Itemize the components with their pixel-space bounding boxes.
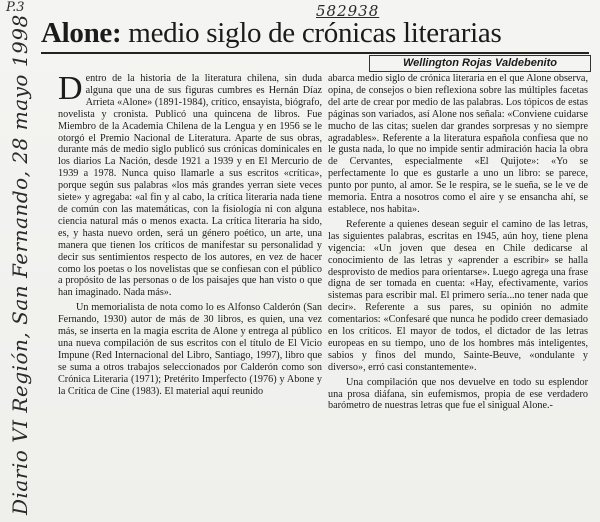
title-bold-part: Alone: — [41, 17, 122, 49]
article-title — [41, 16, 501, 50]
article-column-right — [328, 73, 588, 412]
paragraph: Una compilación que nos devuelve en todo su esplendor una prosa diáfana, sin eufemismos, propia de ese verdadero barómetro de nuestras letras que fue el sinigual Alone.- — [328, 376, 588, 412]
author-byline: Wellington Rojas Valdebenito — [369, 55, 591, 72]
handwritten-page-mark: P.3 — [6, 0, 25, 15]
paragraph-text: entro de la historia de la literatura chilena, sin duda alguna que una de sus figuras cumbres es Hernán Díaz Arrieta «Alone» (1891-1984), crítico, ensayista, biógrafo, novelista y cronista. Publicó una quincena de libros. Fue Miembro de la Academia Chilena de la Lengua y en 1956 se le otorgó el Premio Nacional de Literatura. Aparte de sus obras, durante más de medio siglo publicó sus crónicas dominicales en los diarios La Nación, desde 1921 a 1939 y en El Mercurio de 1939 a 1978. Nunca quiso llamarle a sus escritos «crítica», porque según sus palabras «los más grandes yerran siete veces siete» y agregaba: «al fin y al cabo, la crítica literaria nada tiene de común con las matemáticas, con la fisiología ni con alguna ciencia natural más o menos exacta. La crítica literaria ha sido, es, y hasta nuevo orden, será un género poético, un arte, una manera que tienen los críticos de manifestar su personalidad y decir sus sentimientos respecto de los autores, en vez de hacer como los poetas o los novelistas que se confiesan con el público a propósito de las personas o de los paisajes que han visto o que han imaginado. Nada más». — [58, 73, 322, 299]
paragraph — [58, 70, 322, 299]
paragraph: Un memorialista de nota como lo es Alfonso Calderón (San Fernando, 1930) autor de más de 30 libros, es quien, una vez más, se inserta en la magia escrita de Alone y entrega al público una nueva compilación de sus escritos con el título de El Vicio Impune (Red Internacional del Libro, Santiago, 1997), libro que se suma a otros trabajos seleccionados por Calderón como son Crónica Literaria (1971); Pretérito Imperfecto (1976) y Abone y la Crítica de Cine (1983). El material aquí reunido — [58, 302, 322, 397]
title-rest: medio siglo de crónicas literarias — [121, 17, 502, 49]
handwritten-source-note: Diario VI Región, San Fernando, 28 mayo 1998 — [8, 14, 32, 515]
drop-cap: D — [58, 70, 83, 107]
title-divider — [41, 52, 589, 54]
paragraph: abarca medio siglo de crónica literaria en el que Alone observa, opina, de consejos o bien reflexiona sobre las múltiples facetas del arte de crear por medio de las palabras. Los tópicos de estas páginas son variados, así Alone nos señala: «Conviene cuidarse mucho de las citas; suelen dar grandes sorpresas y no siempre agradables». Referente a la literatura española confiesa que no le gusta nada, lo que no impide sentir admiración hacia la obra de Cervantes, especialmente «El Quijote»: «Yo se perfectamente lo que es gustarle a uno un libro: se parece, punto por punto, al amor. Se le respira, se le sueña, se le ve de memoria. Entra a nosotros como el aire y se ensancha ahí, se establece, nos habita». — [328, 73, 588, 215]
article-column-left — [58, 70, 322, 397]
handwritten-record-number: 582938 — [316, 2, 380, 20]
paragraph: Referente a quienes desean seguir el camino de las letras, las siguientes palabras, escritas en 1945, aún hoy, tiene plena vigencia: «Un joven que desea en Chile dedicarse al conocimiento de las letras y «aprender a escribir» se halla desprovisto de medios para orientarse». Luego agrega una frase digna de ser tomada en cuenta: «Hay, efectivamente, varios sistemas para escribir mal. El primero sería...no tener nada que decir». Referente a sus pares, su opinión no admite comentarios: «Confesaré que nunca he podido creer demasiado en los críticos. El mayor de todos, el dictador de las letras europeas en su tiempo, uno de los hombres más inteligentes, sabios y finos del mundo, Sainte-Beuve, «ondulante y diverso», erró casi constantemente». — [328, 218, 588, 373]
